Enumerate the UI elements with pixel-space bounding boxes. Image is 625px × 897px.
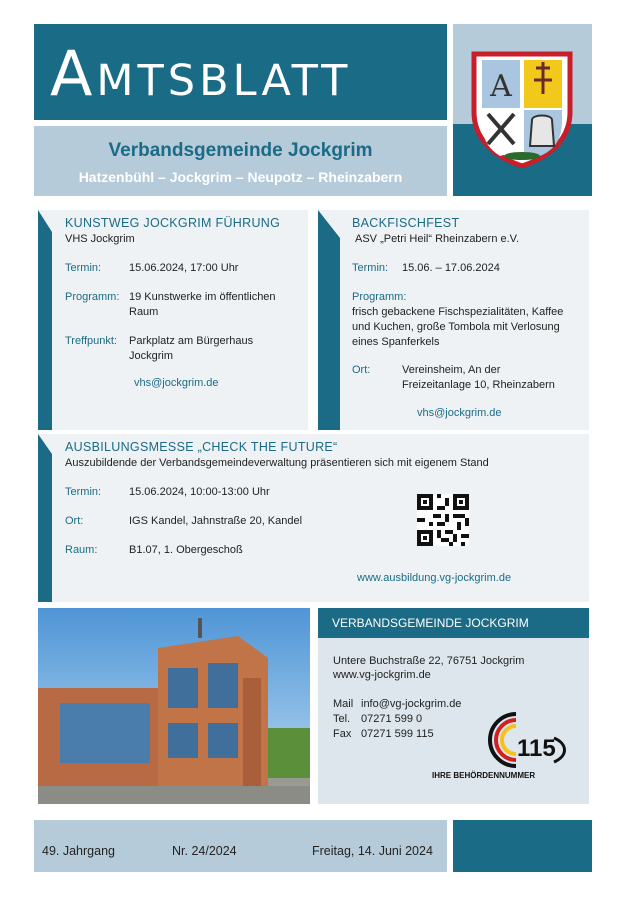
tel-value: 07271 599 0 — [361, 713, 423, 725]
programm-value: frisch gebackene Fischspezialitäten, Kaffee und Kuchen, große Tombola mit Verlosung eines Spanferkels — [352, 306, 564, 348]
tel-label: Tel. — [333, 713, 351, 725]
email-link[interactable]: vhs@jockgrim.de — [134, 377, 219, 389]
svg-text:A: A — [490, 69, 512, 104]
termin-value: 15.06.2024, 10:00-13:00 Uhr — [129, 486, 270, 498]
town-hall-photo — [38, 608, 310, 804]
treffpunkt-value: Parkplatz am Bürgerhaus Jockgrim — [129, 335, 254, 362]
badge-number: 115 — [517, 735, 556, 762]
programm-label: Programm: — [65, 291, 120, 303]
ort-value: IGS Kandel, Jahnstraße 20, Kandel — [129, 515, 303, 527]
contact-heading: VERBANDSGEMEINDE JOCKGRIM — [318, 608, 589, 638]
programm-label: Programm: — [352, 291, 407, 303]
subheader — [34, 126, 447, 196]
address: Untere Buchstraße 22, 76751 Jockgrim — [333, 655, 525, 667]
termin-label: Termin: — [65, 486, 102, 498]
issue-date: Freitag, 14. Juni 2024 — [312, 844, 433, 858]
fax-value: 07271 599 115 — [361, 728, 434, 740]
termin-value: 15.06. – 17.06.2024 — [402, 262, 500, 274]
mail-value[interactable]: info@vg-jockgrim.de — [361, 698, 462, 710]
ort-label: Ort: — [65, 515, 84, 527]
card-accent-bar — [38, 210, 52, 430]
programm-value: 19 Kunstwerke im öffentlichen Raum — [129, 291, 276, 318]
ort-label: Ort: — [352, 364, 371, 376]
mail-label: Mail — [333, 698, 354, 710]
ort-value: Vereinsheim, An der Freizeitanlage 10, Rheinzabern — [402, 364, 555, 391]
coat-of-arms-logo — [470, 50, 574, 168]
card-description: Auszubildende der Verbandsgemeindeverwaltung präsentieren sich mit eigenem Stand — [65, 457, 489, 469]
termin-value: 15.06.2024, 17:00 Uhr — [129, 262, 239, 274]
town-list: Hatzenbühl – Jockgrim – Neupotz – Rheinzabern — [78, 169, 403, 185]
website-link[interactable]: www.ausbildung.vg-jockgrim.de — [357, 572, 512, 584]
footer-accent — [453, 820, 592, 872]
termin-label: Termin: — [352, 262, 389, 274]
website-link[interactable]: www.vg-jockgrim.de — [333, 669, 431, 681]
card-title: BACKFISCHFEST — [352, 216, 460, 230]
card-org: VHS Jockgrim — [65, 233, 135, 245]
badge-swoosh-icon — [552, 736, 570, 764]
termin-label: Termin: — [65, 262, 102, 274]
org-name: Verbandsgemeinde Jockgrim — [108, 140, 373, 161]
raum-value: B1.07, 1. Obergeschoß — [129, 544, 243, 556]
issue-number: Nr. 24/2024 — [172, 844, 237, 858]
card-title: KUNSTWEG JOCKGRIM FÜHRUNG — [65, 216, 281, 230]
fax-label: Fax — [333, 728, 352, 740]
card-title: AUSBILUNGSMESSE „CHECK THE FUTURE“ — [65, 440, 338, 454]
card-org: ASV „Petri Heil“ Rheinzabern e.V. — [355, 233, 520, 245]
treffpunkt-label: Treffpunkt: — [65, 335, 117, 347]
email-link[interactable]: vhs@jockgrim.de — [417, 407, 502, 419]
card-accent-bar — [38, 434, 52, 602]
publication-title: Amtsblatt — [50, 37, 352, 110]
jahrgang: 49. Jahrgang — [42, 844, 115, 858]
qr-code-icon[interactable] — [417, 494, 469, 546]
raum-label: Raum: — [65, 544, 98, 556]
badge-text: IHRE BEHÖRDENNUMMER — [432, 771, 536, 780]
card-accent-bar — [318, 210, 340, 430]
